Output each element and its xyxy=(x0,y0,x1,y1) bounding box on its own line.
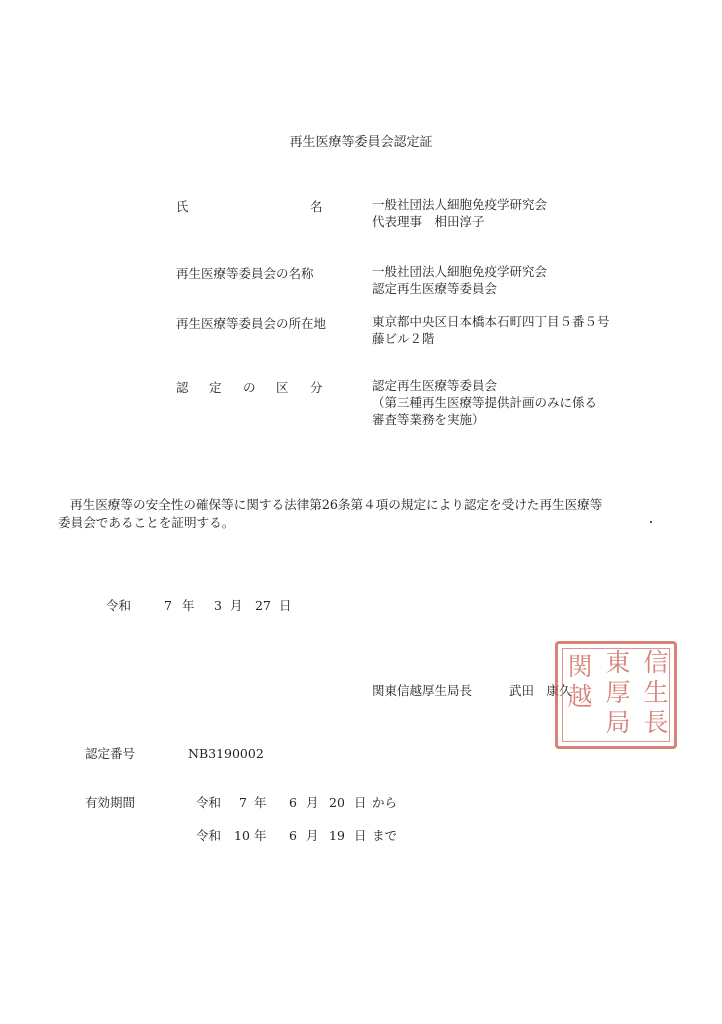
seal-glyph: 関 xyxy=(567,652,593,681)
seal-glyph: 生 xyxy=(643,678,669,707)
issue-date-year: 7 xyxy=(164,598,172,613)
validity-start-day: 20 xyxy=(329,795,345,810)
issue-date-era: 令和 xyxy=(106,598,132,613)
validity-start-era: 令和 xyxy=(196,795,222,810)
validity-end-day: 19 xyxy=(329,828,345,843)
issue-date-month-unit: 月 xyxy=(230,598,243,613)
name-value-line-2: 代表理事 相田淳子 xyxy=(372,214,485,229)
name-label-char-1: 氏 xyxy=(176,199,189,214)
seal-column-1 xyxy=(566,652,594,712)
validity-start-suffix: から xyxy=(372,795,398,810)
issue-date xyxy=(106,598,292,614)
seal-glyph: 東 xyxy=(605,648,631,677)
validity-label: 有効期間 xyxy=(85,795,136,810)
name-value-line-1: 一般社団法人細胞免疫学研究会 xyxy=(372,197,548,212)
validity-end-era: 令和 xyxy=(196,828,222,843)
issue-date-year-unit: 年 xyxy=(182,598,195,613)
issue-date-day-unit: 日 xyxy=(279,598,292,613)
scan-speck xyxy=(650,521,652,523)
category-value-line-2: （第三種再生医療等提供計画のみに係る xyxy=(372,395,598,410)
certification-text-line-1: 再生医療等の安全性の確保等に関する法律第26条第４項の規定により認定を受けた再生医療等 xyxy=(70,497,603,512)
committee-name-label: 再生医療等委員会の名称 xyxy=(176,266,314,281)
category-value-line-1: 認定再生医療等委員会 xyxy=(372,378,498,393)
category-label-char-5: 分 xyxy=(310,380,323,395)
certification-number-label: 認定番号 xyxy=(85,746,136,761)
seal-column-2 xyxy=(604,648,632,738)
official-seal xyxy=(555,641,677,749)
certification-number-value: NB3190002 xyxy=(188,746,264,761)
category-label-char-3: の xyxy=(243,380,256,395)
validity-end-suffix: まで xyxy=(372,828,398,843)
committee-name-value-line-1: 一般社団法人細胞免疫学研究会 xyxy=(372,264,548,279)
category-label-char-2: 定 xyxy=(209,380,222,395)
validity-start-year: 7 xyxy=(239,795,247,810)
certification-text-line-2: 委員会であることを証明する。 xyxy=(58,515,235,530)
seal-glyph: 信 xyxy=(643,648,669,677)
validity-start xyxy=(196,795,416,811)
validity-end xyxy=(196,828,416,844)
validity-end-year-unit: 年 xyxy=(254,828,267,843)
issue-date-month: 3 xyxy=(214,598,222,613)
category-value-line-3: 審査等業務を実施） xyxy=(372,412,485,427)
issuer-office: 関東信越厚生局長 xyxy=(372,683,473,698)
category-label-char-1: 認 xyxy=(176,380,189,395)
document-title: 再生医療等委員会認定証 xyxy=(289,135,433,150)
seal-glyph: 厚 xyxy=(605,678,631,707)
validity-end-month-unit: 月 xyxy=(306,828,319,843)
issue-date-day: 27 xyxy=(255,598,271,613)
validity-start-month-unit: 月 xyxy=(306,795,319,810)
seal-glyph: 長 xyxy=(643,708,669,737)
committee-name-value-line-2: 認定再生医療等委員会 xyxy=(372,281,498,296)
location-label: 再生医療等委員会の所在地 xyxy=(176,316,327,331)
validity-end-month: 6 xyxy=(289,828,297,843)
validity-end-year: 10 xyxy=(234,828,250,843)
seal-glyph: 局 xyxy=(605,708,631,737)
issuer-name: 武田 康久 xyxy=(509,683,572,698)
seal-column-3 xyxy=(642,648,670,738)
category-label-char-4: 区 xyxy=(276,380,289,395)
name-label-char-2: 名 xyxy=(310,199,323,214)
validity-end-day-unit: 日 xyxy=(354,828,367,843)
location-value-line-1: 東京都中央区日本橋本石町四丁目５番５号 xyxy=(372,314,610,329)
validity-start-day-unit: 日 xyxy=(354,795,367,810)
location-value-line-2: 藤ビル２階 xyxy=(372,331,435,346)
seal-glyph: 越 xyxy=(567,682,593,711)
validity-start-month: 6 xyxy=(289,795,297,810)
validity-start-year-unit: 年 xyxy=(254,795,267,810)
